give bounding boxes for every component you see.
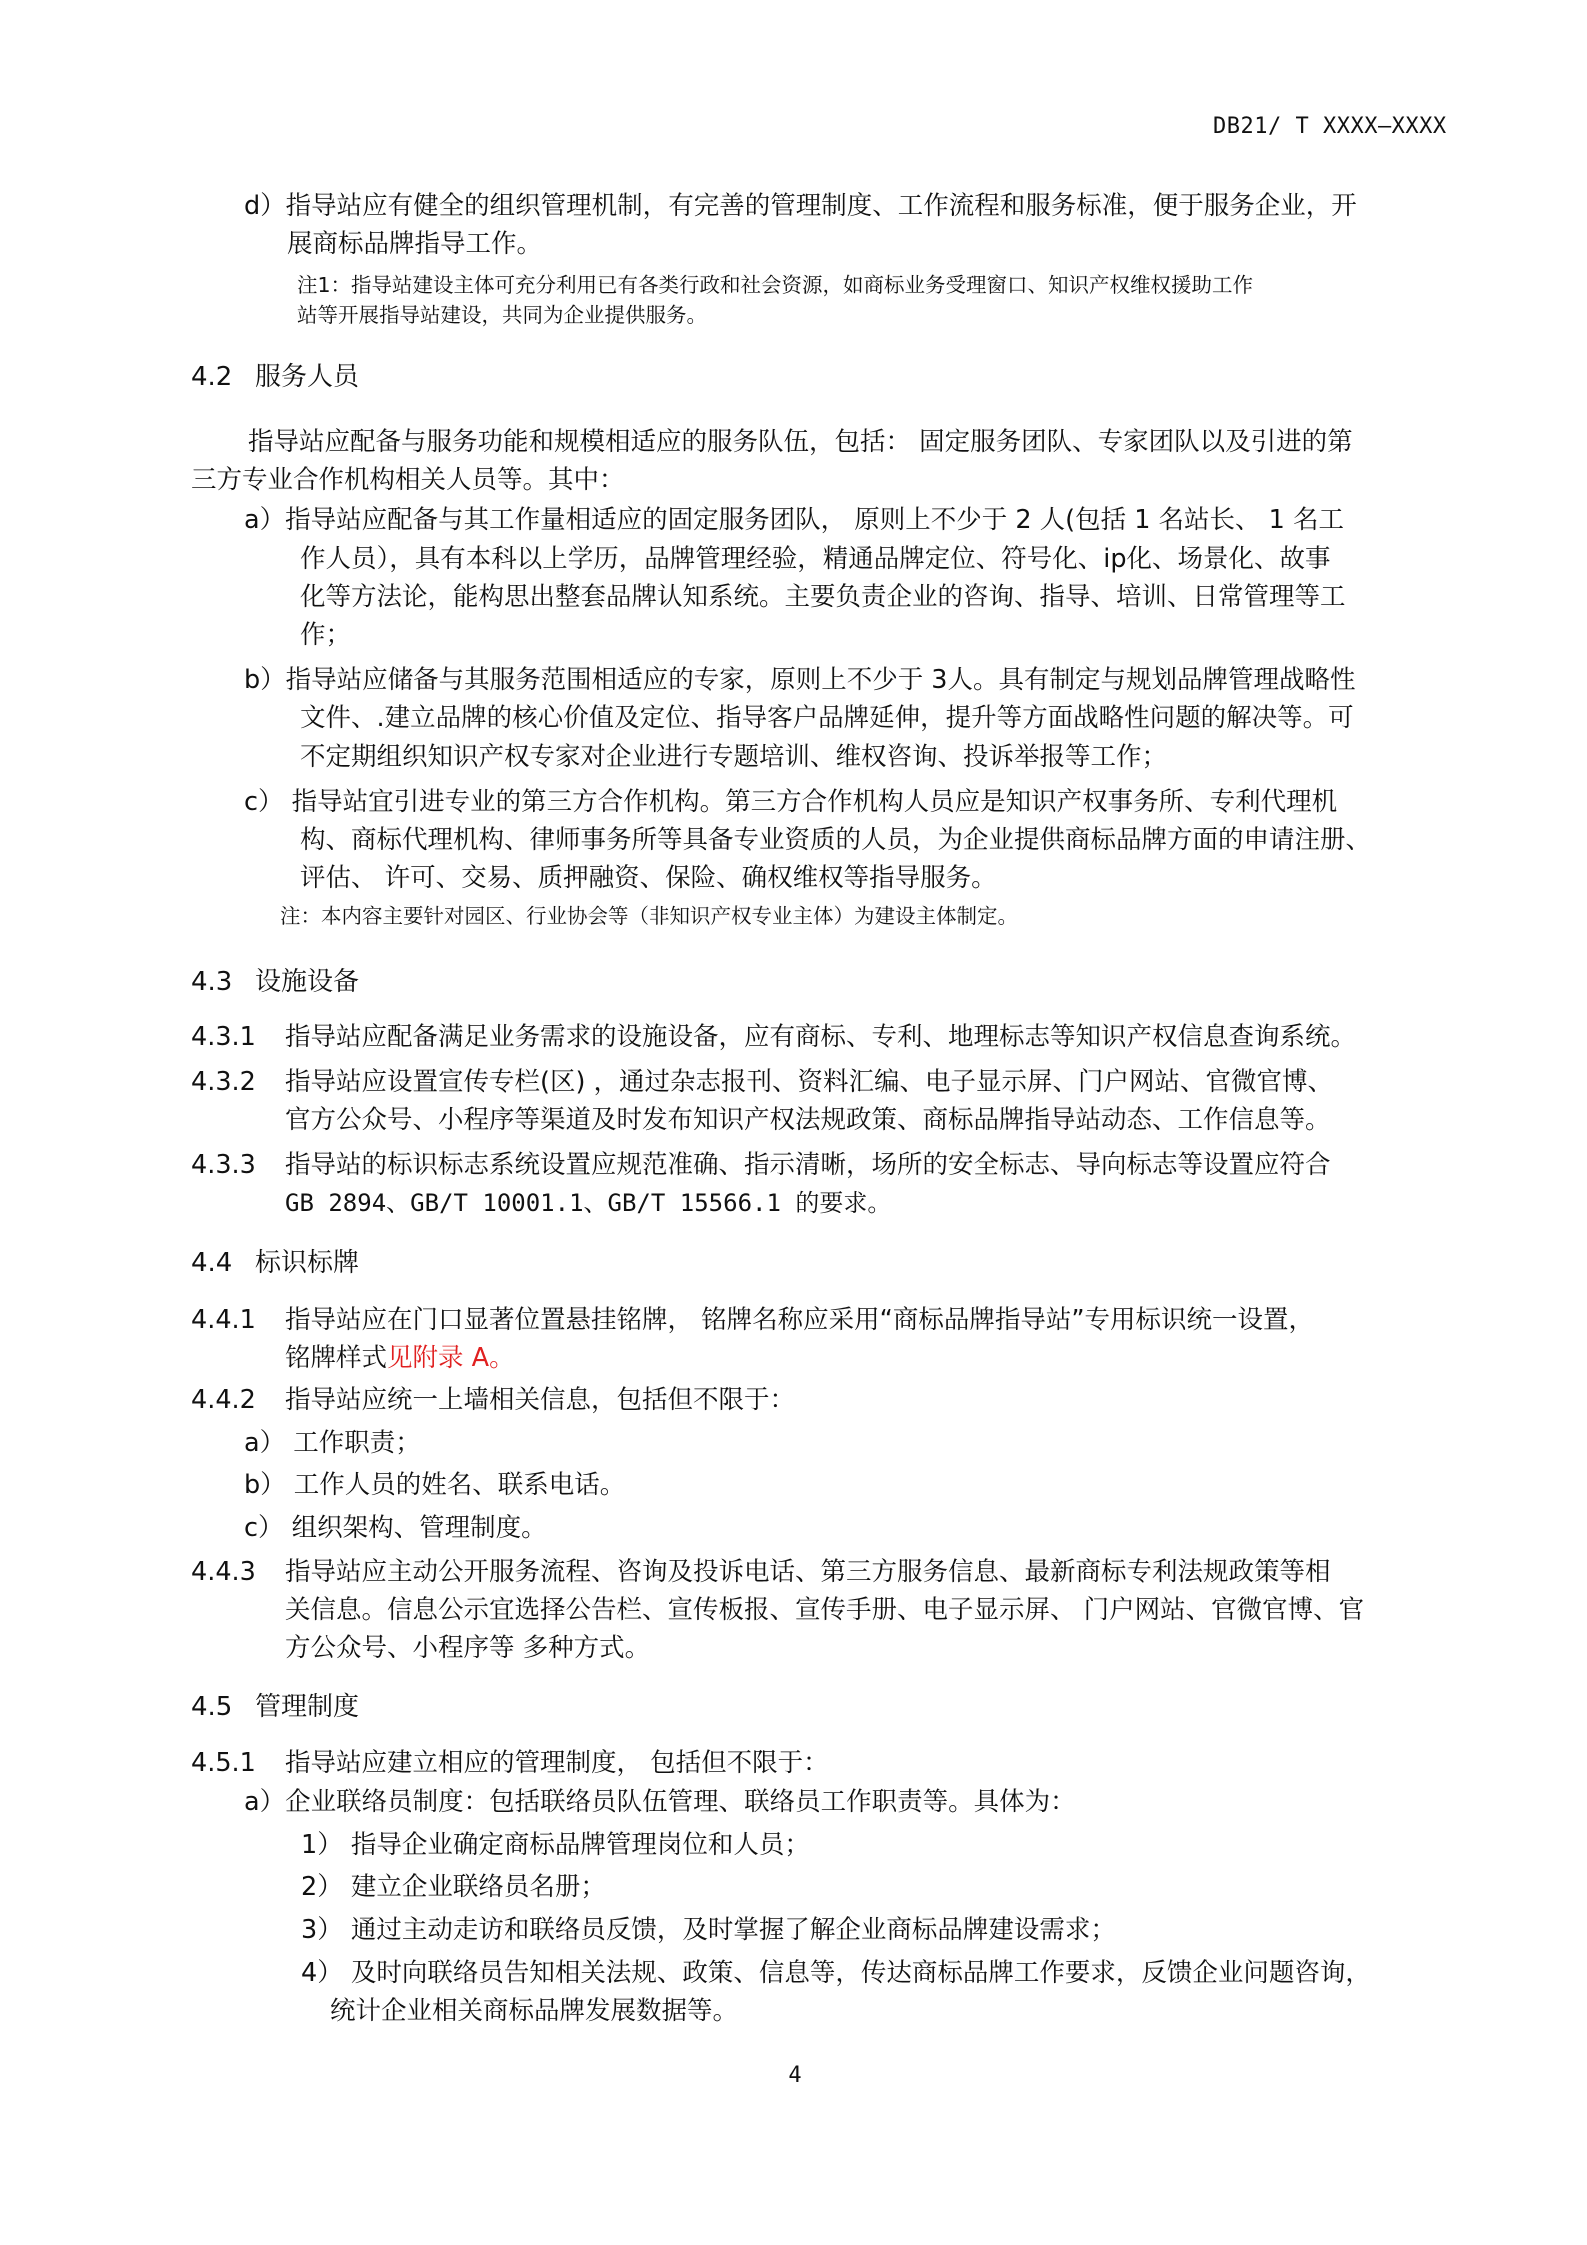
s4-5-subitem-1: 1） 指导企业确定商标品牌管理岗位和人员； [301, 1830, 810, 1860]
section-number: 4.4 [191, 1248, 233, 1278]
note1-line-2: 站等开展指导站建设，共同为企业提供服务。 [297, 303, 707, 327]
s4-2-item-b-line-2: 文件、.建立品牌的核心价值及定位、指导客户品牌延伸，提升等方面战略性问题的解决等。可 [300, 703, 1354, 733]
s4-2-item-b-line-1: b）指导站应储备与其服务范围相适应的专家，原则上不少于 3人。具有制定与规划品牌管理战略性 [244, 665, 1356, 695]
clause-text: 指导站应建立相应的管理制度， 包括但不限于： [285, 1748, 829, 1778]
section-number: 4.3 [191, 967, 233, 997]
clause-4-3-1 [191, 1017, 1461, 1057]
clause-4-3-3 [191, 1145, 1461, 1185]
clause-4-4-1-line-2 [285, 1338, 885, 1378]
clause-text: 指导站应统一上墙相关信息，包括但不限于： [285, 1385, 796, 1415]
clause-4-3-2 [191, 1062, 1461, 1102]
clause-4-4-3-line-2: 关信息。信息公示宜选择公告栏、宣传板报、宣传手册、电子显示屏、 门户网站、官微官博、官 [285, 1595, 1365, 1625]
clause-text: 指导站应主动公开服务流程、咨询及投诉电话、第三方服务信息、最新商标专利法规政策等相 [285, 1557, 1331, 1587]
clause-4-4-2 [191, 1380, 1461, 1420]
clause-number: 4.3.3 [191, 1150, 256, 1180]
s4-2-item-c-line-2: 构、商标代理机构、律师事务所等具备专业资质的人员，为企业提供商标品牌方面的申请注册、 [300, 825, 1372, 855]
page-number: 4 [788, 2063, 802, 2088]
s4-5-subitem-4-line-2: 统计企业相关商标品牌发展数据等。 [330, 1996, 739, 2026]
clause-number: 4.4.3 [191, 1557, 256, 1587]
section-number: 4.5 [191, 1692, 233, 1722]
clause-text: 指导站的标识标志系统设置应规范准确、指示清晰，场所的安全标志、导向标志等设置应符合 [285, 1150, 1331, 1180]
s4-5-subitem-4-line-1: 4） 及时向联络员告知相关法规、政策、信息等，传达商标品牌工作要求，反馈企业问题咨询， [301, 1958, 1371, 1988]
s4-5-subitem-3: 3） 通过主动走访和联络员反馈，及时掌握了解企业商标品牌建设需求； [301, 1915, 1116, 1945]
item-d-line-2: 展商标品牌指导工作。 [287, 229, 543, 259]
s4-5-item-a: a）企业联络员制度：包括联络员队伍管理、联络员工作职责等。具体为： [244, 1787, 1076, 1817]
clause-4-3-2-line-2: 官方公众号、小程序等渠道及时发布知识产权法规政策、商标品牌指导站动态、工作信息等。 [285, 1105, 1331, 1135]
appendix-a-link[interactable]: 见附录 A。 [387, 1343, 515, 1373]
clause-text: 指导站应设置宣传专栏(区) ，通过杂志报刊、资料汇编、电子显示屏、门户网站、官微官博、 [285, 1067, 1334, 1097]
section-title: 设施设备 [255, 967, 360, 997]
document-code-header: DB21/ T XXXX—XXXX [1213, 114, 1447, 139]
clause-4-3-3-line-2: GB 2894、GB/T 10001.1、GB/T 15566.1 的要求。 [285, 1189, 892, 1217]
section-heading-4-4 [191, 1243, 691, 1283]
list-item-b: b） 工作人员的姓名、联系电话。 [244, 1470, 626, 1500]
s4-2-item-a-line-3: 化等方法论，能构思出整套品牌认知系统。主要负责企业的咨询、指导、培训、日常管理等工 [300, 582, 1346, 612]
clause-text: 指导站应配备满足业务需求的设施设备，应有商标、专利、地理标志等知识产权信息查询系统。 [285, 1022, 1357, 1052]
s4-2-item-c-line-1: c） 指导站宜引进专业的第三方合作机构。第三方合作机构人员应是知识产权事务所、专利代理机 [244, 787, 1338, 817]
clause-4-4-1 [191, 1300, 1461, 1340]
s4-2-item-a-line-1: a）指导站应配备与其工作量相适应的固定服务团队， 原则上不少于 2 人(包括 1 名站长、 1 名工 [244, 505, 1344, 535]
section-heading-4-2 [191, 357, 691, 397]
clause-4-4-3-line-3: 方公众号、小程序等 多种方式。 [285, 1633, 651, 1663]
s4-2-item-b-line-3: 不定期组织知识产权专家对企业进行专题培训、维权咨询、投诉举报等工作； [300, 742, 1168, 772]
s4-2-intro-line-2: 三方专业合作机构相关人员等。其中： [191, 465, 625, 495]
clause-number: 4.3.1 [191, 1022, 256, 1052]
clause-4-4-3 [191, 1552, 1461, 1592]
section-number: 4.2 [191, 362, 233, 392]
section-heading-4-5 [191, 1687, 691, 1727]
clause-4-5-1 [191, 1743, 1461, 1783]
clause-text: 指导站应在门口显著位置悬挂铭牌， 铭牌名称应采用“商标品牌指导站”专用标识统一设置， [285, 1305, 1315, 1335]
clause-text: 铭牌样式 [285, 1343, 388, 1373]
clause-number: 4.5.1 [191, 1748, 256, 1778]
list-item-c: c） 组织架构、管理制度。 [244, 1513, 547, 1543]
s4-2-item-a-line-4: 作； [300, 620, 352, 650]
item-d-line-1: d）指导站应有健全的组织管理机制，有完善的管理制度、工作流程和服务标准，便于服务企业，开 [244, 191, 1357, 221]
s4-2-intro-line-1: 指导站应配备与服务功能和规模相适应的服务队伍，包括： 固定服务团队、专家团队以及引进的第 [248, 427, 1353, 457]
clause-number: 4.4.1 [191, 1305, 256, 1335]
note1-line-1: 注1：指导站建设主体可充分利用已有各类行政和社会资源，如商标业务受理窗口、知识产权维权援助工作 [297, 273, 1254, 297]
section-title: 服务人员 [255, 362, 360, 392]
s4-2-item-c-line-3: 评估、 许可、交易、质押融资、保险、确权维权等指导服务。 [300, 863, 997, 893]
clause-number: 4.4.2 [191, 1385, 256, 1415]
section-heading-4-3 [191, 962, 691, 1002]
s4-5-subitem-2: 2） 建立企业联络员名册； [301, 1872, 606, 1902]
s4-2-item-a-line-2: 作人员），具有本科以上学历，品牌管理经验，精通品牌定位、符号化、ip化、场景化、故事 [300, 544, 1331, 574]
list-item-a: a） 工作职责； [244, 1428, 421, 1458]
clause-number: 4.3.2 [191, 1067, 256, 1097]
s4-2-note: 注：本内容主要针对园区、行业协会等（非知识产权专业主体）为建设主体制定。 [280, 904, 1018, 928]
section-title: 管理制度 [255, 1692, 360, 1722]
section-title: 标识标牌 [255, 1248, 360, 1278]
